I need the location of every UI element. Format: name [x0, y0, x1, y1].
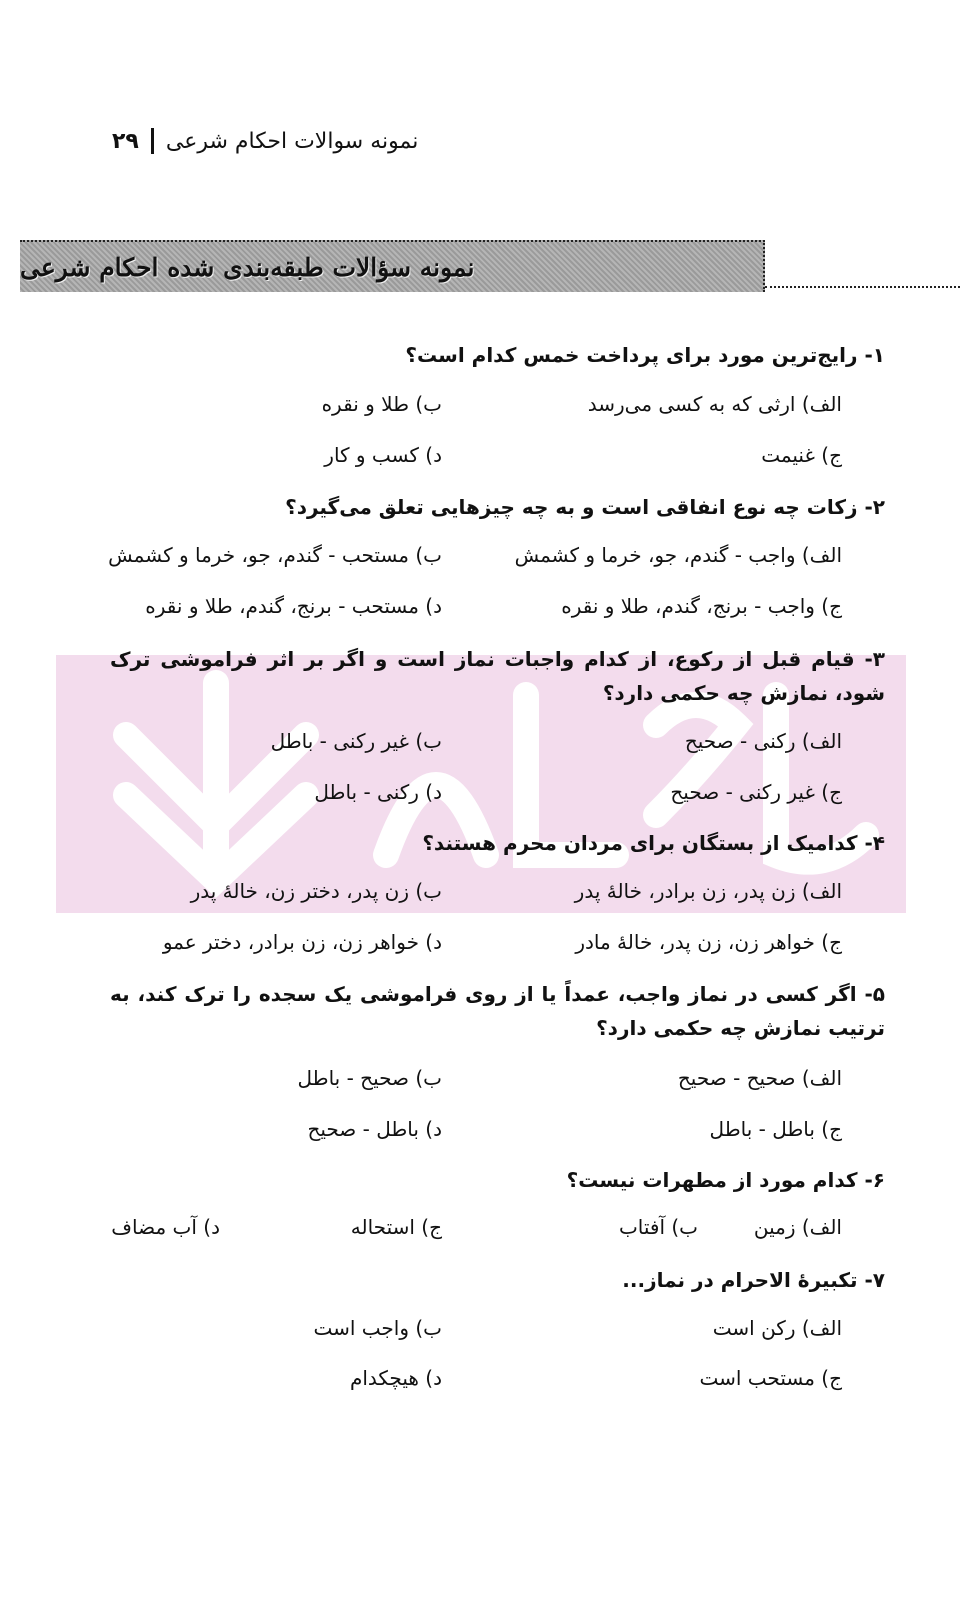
option-5a: الف) صحیح - صحیح [677, 1066, 842, 1090]
option-3a: الف) رکنی - صحیح [684, 729, 842, 753]
question-5: ۵- اگر کسی در نماز واجب، عمداً یا از روی فراموشی یک سجده را ترک کند، به ترتیب نمازش چه حکمی دارد؟ [110, 982, 885, 1040]
option-2b: ب) مستحب - گندم، جو، خرما و کشمش [108, 543, 442, 567]
option-6d: د) آب مضاف [111, 1215, 220, 1239]
option-3b: ب) غیر رکنی - باطل [270, 729, 442, 753]
question-1: ۱- رایج‌ترین مورد برای پرداخت خمس کدام است؟ [405, 343, 885, 367]
option-5b: ب) صحیح - باطل [297, 1066, 442, 1090]
question-7: ۷- تکبیرهٔ الاحرام در نماز... [622, 1268, 885, 1292]
header-divider [151, 128, 154, 154]
option-6a: الف) زمین [753, 1215, 842, 1239]
question-6: ۶- کدام مورد از مطهرات نیست؟ [566, 1168, 885, 1192]
option-4a: الف) زن پدر، زن برادر، خالهٔ پدر [574, 879, 842, 903]
option-6c: ج) استحاله [350, 1215, 442, 1239]
option-4d: د) خواهر زن، زن برادر، دختر عمو [162, 930, 442, 954]
question-2: ۲- زکات چه نوع انفاقی است و به چه چیزهایی تعلق می‌گیرد؟ [285, 495, 885, 519]
option-3c: ج) غیر رکنی - صحیح [670, 780, 842, 804]
option-7a: الف) رکن است [712, 1316, 842, 1340]
option-2a: الف) واجب - گندم، جو، خرما و کشمش [514, 543, 842, 567]
option-7c: ج) مستحب است [699, 1366, 842, 1390]
option-7b: ب) واجب است [313, 1316, 442, 1340]
option-6b: ب) آفتاب [618, 1215, 698, 1239]
option-1d: د) کسب و کار [324, 443, 442, 467]
question-3: ۳- قیام قبل از رکوع، از کدام واجبات نماز است و اگر بر اثر فراموشی ترک شود، نمازش چه حکمی دارد؟ [110, 647, 885, 705]
running-header [112, 128, 432, 154]
option-4c: ج) خواهر زن، زن پدر، خالهٔ مادر [575, 930, 842, 954]
option-4b: ب) زن پدر، دختر زن، خالهٔ پدر [190, 879, 442, 903]
option-5d: د) باطل - صحیح [307, 1117, 442, 1141]
page-number: ۲۹ [112, 128, 139, 154]
option-1a: الف) ارثی که به کسی می‌رسد [587, 392, 842, 416]
section-title: نمونه سؤالات طبقه‌بندی شده احکام شرعی [20, 252, 475, 282]
section-banner [20, 240, 765, 292]
option-5c: ج) باطل - باطل [709, 1117, 842, 1141]
option-1b: ب) طلا و نقره [321, 392, 442, 416]
option-2c: ج) واجب - برنج، گندم، طلا و نقره [561, 594, 842, 618]
question-4: ۴- کدامیک از بستگان برای مردان محرم هستند؟ [422, 831, 885, 855]
option-2d: د) مستحب - برنج، گندم، طلا و نقره [145, 594, 442, 618]
option-7d: د) هیچکدام [349, 1366, 442, 1390]
banner-dotted-rule [765, 286, 960, 288]
running-title: نمونه سوالات احکام شرعی [165, 128, 419, 154]
option-1c: ج) غنیمت [761, 443, 842, 467]
option-3d: د) رکنی - باطل [314, 780, 442, 804]
